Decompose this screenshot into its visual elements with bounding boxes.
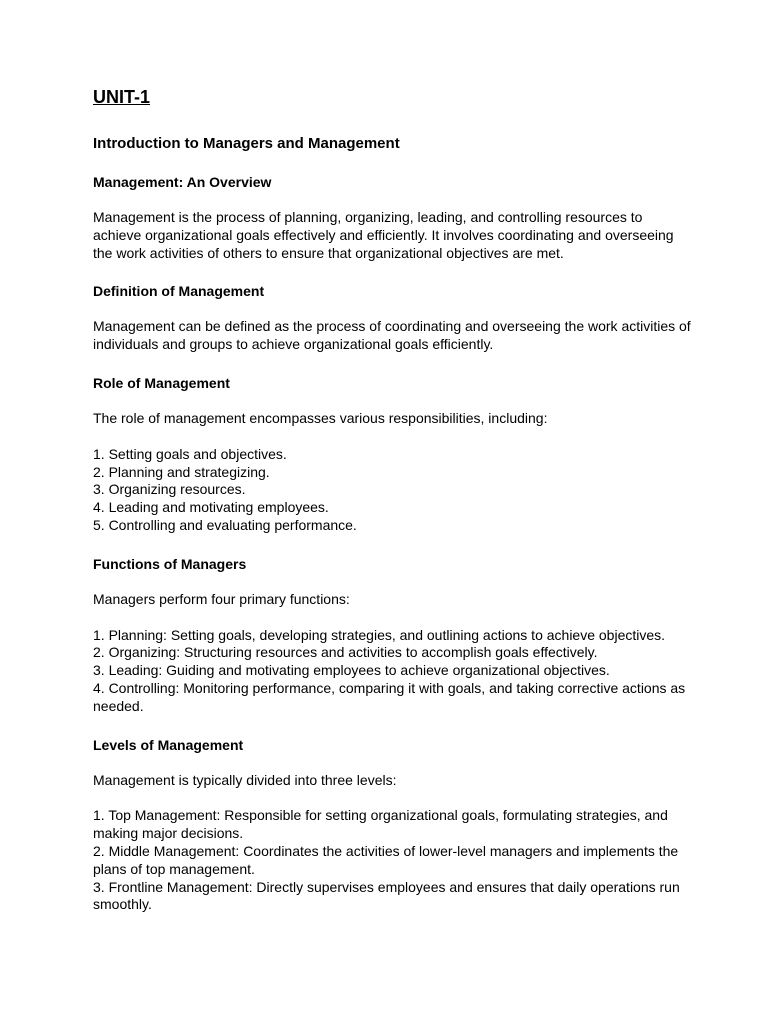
section-paragraph: Management can be defined as the process of coordinating and overseeing the work activities of individuals and groups to achieve organizational goals efficiently.: [93, 318, 691, 353]
list-item: 1. Top Management: Responsible for setting organizational goals, formulating strategies, and making major decisions.: [93, 807, 668, 842]
role-list: [93, 446, 693, 535]
list-item: 2. Organizing: Structuring resources and activities to accomplish goals effectively.: [93, 644, 598, 661]
section-functions: [93, 555, 693, 716]
section-overview: [93, 173, 693, 262]
list-item: 3. Organizing resources.: [93, 481, 246, 498]
list-item: 2. Middle Management: Coordinates the activities of lower-level managers and implements the plans of top management.: [93, 842, 679, 877]
levels-list: [93, 807, 693, 914]
section-paragraph: The role of management encompasses various responsibilities, including:: [93, 409, 548, 426]
list-item: 4. Controlling: Monitoring performance, comparing it with goals, and taking corrective actions as needed.: [93, 679, 686, 714]
functions-list: [93, 627, 693, 716]
section-heading: Management: An Overview: [93, 174, 272, 190]
list-item: 4. Leading and motivating employees.: [93, 499, 329, 516]
list-item: 1. Planning: Setting goals, developing strategies, and outlining actions to achieve objectives.: [93, 626, 666, 643]
section-definition: [93, 282, 693, 354]
section-heading: Functions of Managers: [93, 555, 247, 572]
document-title: Introduction to Managers and Management: [93, 135, 400, 152]
list-item: 2. Planning and strategizing.: [93, 463, 270, 480]
section-role: [93, 374, 693, 535]
section-paragraph: Management is typically divided into three levels:: [93, 771, 397, 788]
list-item: 5. Controlling and evaluating performance.: [93, 516, 357, 533]
list-item: 3. Frontline Management: Directly supervises employees and ensures that daily operations run smoothly.: [93, 878, 680, 913]
section-paragraph: Managers perform four primary functions:: [93, 590, 350, 607]
unit-title: UNIT-1: [93, 87, 151, 107]
section-heading: Levels of Management: [93, 736, 244, 753]
document-page: [93, 86, 693, 914]
section-paragraph: Management is the process of planning, organizing, leading, and controlling resources to achieve organizational goals effectively and efficiently. It involves coordinating and overseeing the work activities of others to ensure that organizational objectives are met.: [93, 209, 674, 261]
section-heading: Definition of Management: [93, 283, 265, 300]
list-item: 1. Setting goals and objectives.: [93, 445, 287, 462]
section-heading: Role of Management: [93, 374, 230, 391]
section-levels: [93, 736, 693, 915]
list-item: 3. Leading: Guiding and motivating employees to achieve organizational objectives.: [93, 662, 610, 679]
